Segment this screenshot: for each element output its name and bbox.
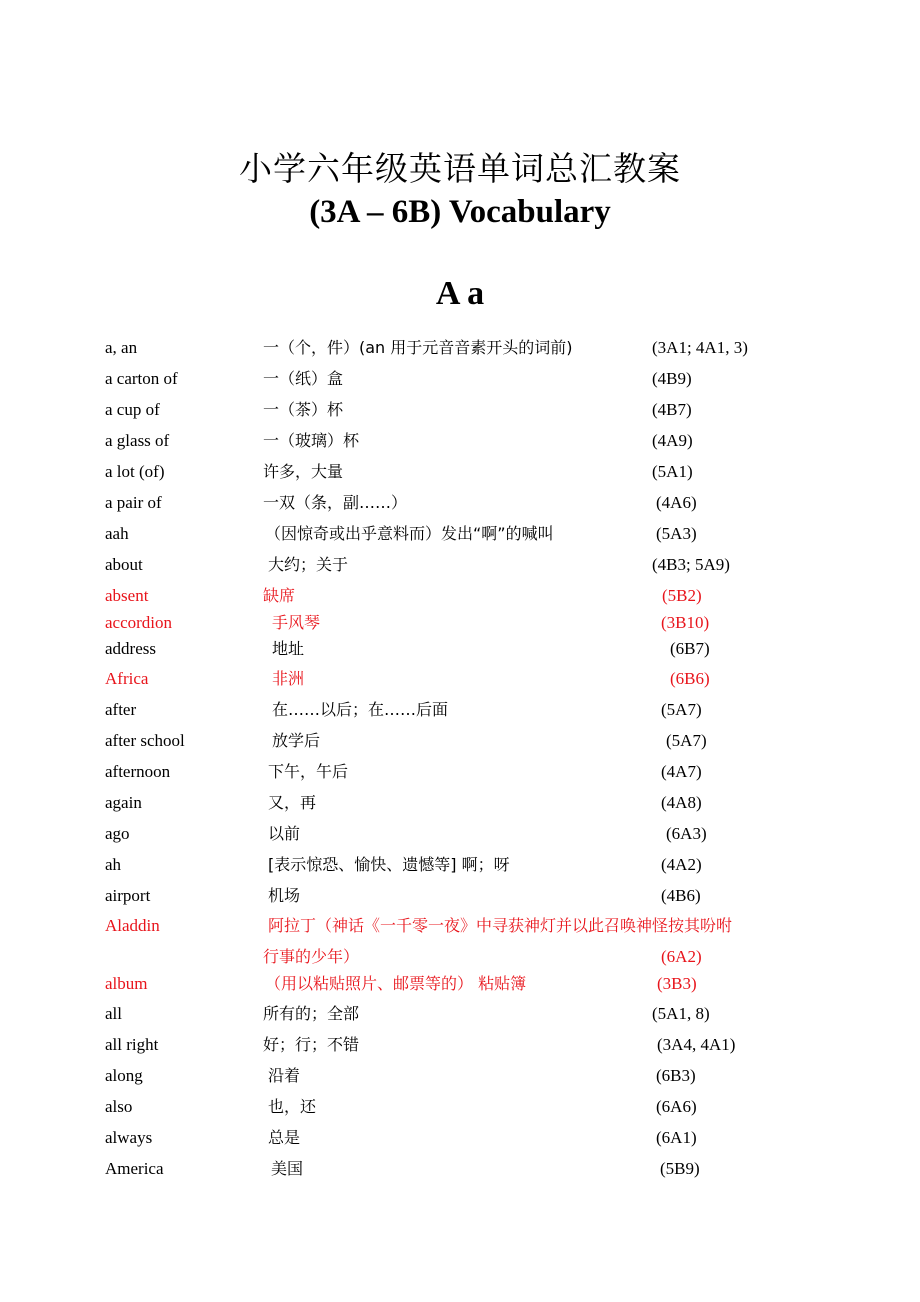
- vocab-word: a carton of: [105, 369, 178, 388]
- vocab-word: a pair of: [105, 493, 162, 512]
- vocab-word: after: [105, 700, 137, 719]
- vocab-meaning: （用以粘贴照片、邮票等的） 粘贴簿: [265, 974, 527, 993]
- list-item: [0, 334, 920, 362]
- vocab-unit-ref: (4A8): [661, 793, 702, 812]
- page-title: 小学六年级英语单词总汇教案: [239, 149, 681, 188]
- vocab-unit-ref: (6A2): [661, 947, 702, 966]
- list-item: [0, 396, 920, 424]
- vocab-word: also: [105, 1097, 133, 1116]
- vocab-meaning: 放学后: [272, 731, 321, 750]
- list-item: [0, 1000, 920, 1028]
- vocab-word: afternoon: [105, 762, 171, 781]
- vocab-word: after school: [105, 731, 185, 750]
- vocab-unit-ref: (6A3): [666, 824, 707, 843]
- vocab-unit-ref: (6B6): [670, 669, 710, 688]
- vocab-meaning: 一双（条，副……）: [263, 493, 408, 512]
- vocab-meaning: 所有的；全部: [263, 1004, 360, 1023]
- list-item: [0, 727, 920, 755]
- vocab-word: airport: [105, 886, 151, 905]
- list-item: [0, 609, 920, 637]
- vocab-word: ago: [105, 824, 130, 843]
- vocab-unit-ref: (6B7): [670, 639, 710, 658]
- vocab-unit-ref: (4B3; 5A9): [652, 555, 730, 574]
- list-item: [0, 427, 920, 455]
- vocab-word: accordion: [105, 613, 173, 632]
- list-item: [0, 635, 920, 663]
- vocab-unit-ref: (4B6): [661, 886, 701, 905]
- list-item: [0, 912, 920, 966]
- vocab-word: a, an: [105, 338, 138, 357]
- list-item: [0, 665, 920, 693]
- list-item: [0, 365, 920, 393]
- vocab-meaning: 缺席: [263, 586, 296, 605]
- vocab-word: all right: [105, 1035, 159, 1054]
- list-item: [0, 970, 920, 998]
- vocab-meaning: （因惊奇或出乎意料而）发出“啊”的喊叫: [265, 524, 554, 543]
- list-item: [0, 820, 920, 848]
- vocab-meaning: 一（玻璃）杯: [263, 431, 360, 450]
- vocab-meaning: 阿拉丁（神话《一千零一夜》中寻获神灯并以此召唤神怪按其吩咐: [268, 916, 733, 935]
- vocab-unit-ref: (5A7): [661, 700, 702, 719]
- vocab-meaning-continued: 行事的少年）: [263, 947, 360, 966]
- page-subtitle: (3A – 6B) Vocabulary: [309, 194, 611, 230]
- vocab-word: a cup of: [105, 400, 160, 419]
- vocab-unit-ref: (6A1): [656, 1128, 697, 1147]
- vocab-unit-ref: (4B9): [652, 369, 692, 388]
- vocab-unit-ref: (4A9): [652, 431, 693, 450]
- vocab-unit-ref: (6A6): [656, 1097, 697, 1116]
- vocab-meaning: 一（纸）盒: [263, 369, 344, 388]
- section-letter: A a: [435, 275, 485, 312]
- vocab-unit-ref: (6B3): [656, 1066, 696, 1085]
- vocab-meaning: 机场: [268, 886, 301, 905]
- vocab-unit-ref: (5B2): [662, 586, 702, 605]
- vocab-word: again: [105, 793, 142, 812]
- vocab-unit-ref: (4A2): [661, 855, 702, 874]
- list-item: [0, 758, 920, 786]
- vocab-meaning: 许多，大量: [263, 462, 344, 481]
- list-item: [0, 1093, 920, 1121]
- vocab-unit-ref: (4A7): [661, 762, 702, 781]
- vocab-meaning: 也，还: [268, 1097, 317, 1116]
- vocab-word: album: [105, 974, 148, 993]
- vocab-meaning: 总是: [268, 1128, 301, 1147]
- list-item: [0, 489, 920, 517]
- vocab-meaning: 地址: [272, 639, 305, 658]
- vocab-meaning: 好；行；不错: [263, 1035, 360, 1054]
- vocab-meaning: 下午，午后: [268, 762, 349, 781]
- vocab-meaning: 大约；关于: [268, 555, 349, 574]
- list-item: [0, 1031, 920, 1059]
- vocab-unit-ref: (3A4, 4A1): [657, 1035, 736, 1054]
- vocab-unit-ref: (5A3): [656, 524, 697, 543]
- vocab-word: Africa: [105, 669, 149, 688]
- vocab-word: always: [105, 1128, 153, 1147]
- vocab-word: a lot (of): [105, 462, 165, 481]
- vocab-unit-ref: (3B3): [657, 974, 697, 993]
- vocab-word: along: [105, 1066, 143, 1085]
- vocab-unit-ref: (3B10): [661, 613, 710, 632]
- vocab-unit-ref: (5A1, 8): [652, 1004, 710, 1023]
- list-item: [0, 851, 920, 879]
- vocab-word: aah: [105, 524, 129, 543]
- list-item: [0, 696, 920, 724]
- list-item: [0, 551, 920, 579]
- vocab-word: a glass of: [105, 431, 170, 450]
- vocab-word: ah: [105, 855, 122, 874]
- vocab-meaning: [表示惊恐、愉快、遗憾等] 啊；呀: [268, 855, 510, 874]
- vocab-meaning: 在……以后；在……后面: [272, 700, 449, 719]
- vocab-meaning: 手风琴: [272, 613, 321, 632]
- list-item: [0, 1062, 920, 1090]
- list-item: [0, 582, 920, 610]
- list-item: [0, 1124, 920, 1152]
- list-item: [0, 789, 920, 817]
- list-item: [0, 882, 920, 910]
- vocab-meaning: 又，再: [268, 793, 317, 812]
- vocab-meaning: 非洲: [272, 669, 305, 688]
- list-item: [0, 1155, 920, 1183]
- vocab-unit-ref: (5B9): [660, 1159, 700, 1178]
- vocab-unit-ref: (5A7): [666, 731, 707, 750]
- vocab-unit-ref: (4A6): [656, 493, 697, 512]
- vocab-meaning: 一（茶）杯: [263, 400, 344, 419]
- vocab-unit-ref: (4B7): [652, 400, 692, 419]
- vocab-word: address: [105, 639, 156, 658]
- vocab-word: all: [105, 1004, 122, 1023]
- vocab-unit-ref: (3A1; 4A1, 3): [652, 338, 748, 357]
- list-item: [0, 520, 920, 548]
- vocab-word: about: [105, 555, 143, 574]
- vocab-meaning: 沿着: [268, 1066, 301, 1085]
- vocab-unit-ref: (5A1): [652, 462, 693, 481]
- vocab-word: Aladdin: [105, 916, 160, 935]
- vocab-meaning: 一（个，件）(an 用于元音音素开头的词前): [263, 338, 573, 357]
- vocab-word: America: [105, 1159, 164, 1178]
- vocab-meaning: 美国: [271, 1159, 304, 1178]
- vocab-meaning: 以前: [268, 824, 301, 843]
- list-item: [0, 458, 920, 486]
- vocab-word: absent: [105, 586, 149, 605]
